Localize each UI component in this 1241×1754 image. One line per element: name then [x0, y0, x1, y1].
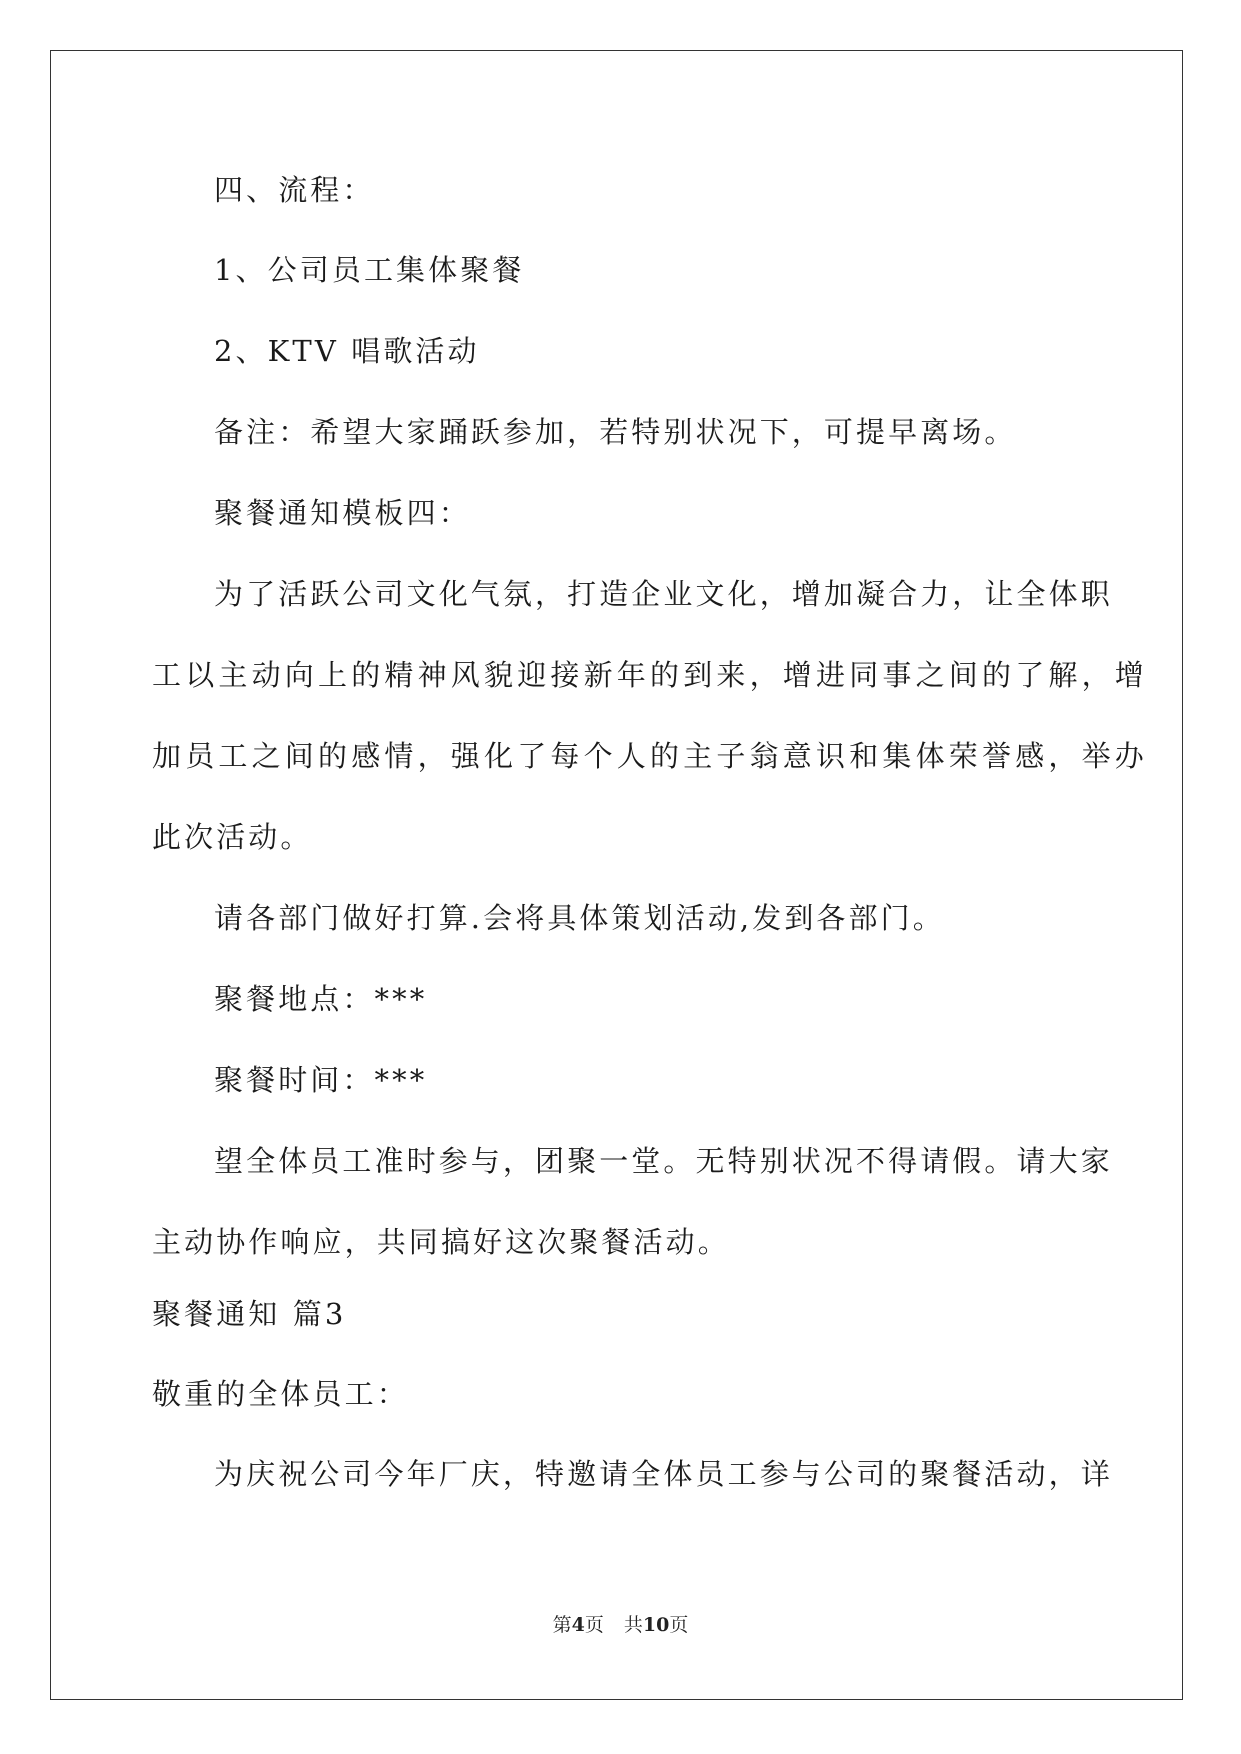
text-line: 聚餐通知模板四：: [214, 496, 471, 530]
text-line: 聚餐地点：***: [214, 982, 428, 1016]
footer-prefix: 第: [552, 1614, 572, 1636]
page-footer: [0, 1616, 1241, 1635]
text-line: 备注：希望大家踊跃参加，若特别状况下，可提早离场。: [214, 415, 1017, 449]
text-line: 此次活动。: [152, 820, 313, 854]
text-line: 2、KTV 唱歌活动: [214, 334, 480, 368]
footer-total-prefix: 共: [623, 1614, 643, 1636]
text-line: 请各部门做好打算.会将具体策划活动,发到各部门。: [214, 901, 945, 935]
text-line: 聚餐时间：***: [214, 1063, 428, 1097]
text-line: 1、公司员工集体聚餐: [214, 253, 525, 287]
text-line: 为庆祝公司今年厂庆，特邀请全体员工参与公司的聚餐活动，详: [214, 1457, 1113, 1491]
footer-page-suffix: 页: [584, 1614, 604, 1636]
text-line: 工以主动向上的精神风貌迎接新年的到来，增进同事之间的了解，增: [152, 658, 1149, 692]
text-line: 加员工之间的感情，强化了每个人的主子翁意识和集体荣誉感，举办: [152, 739, 1149, 773]
page-border: [50, 50, 1183, 1700]
footer-total-suffix: 页: [669, 1614, 689, 1636]
salutation: 敬重的全体员工：: [152, 1377, 409, 1411]
total-pages-number: 10: [642, 1614, 670, 1636]
text-line: 望全体员工准时参与，团聚一堂。无特别状况不得请假。请大家: [214, 1144, 1113, 1178]
text-line: 主动协作响应，共同搞好这次聚餐活动。: [152, 1225, 730, 1259]
section-heading: 聚餐通知 篇3: [152, 1297, 347, 1331]
current-page-number: 4: [571, 1614, 585, 1636]
text-line: 四、流程：: [214, 173, 375, 207]
text-line: 为了活跃公司文化气氛，打造企业文化，增加凝合力，让全体职: [214, 577, 1113, 611]
